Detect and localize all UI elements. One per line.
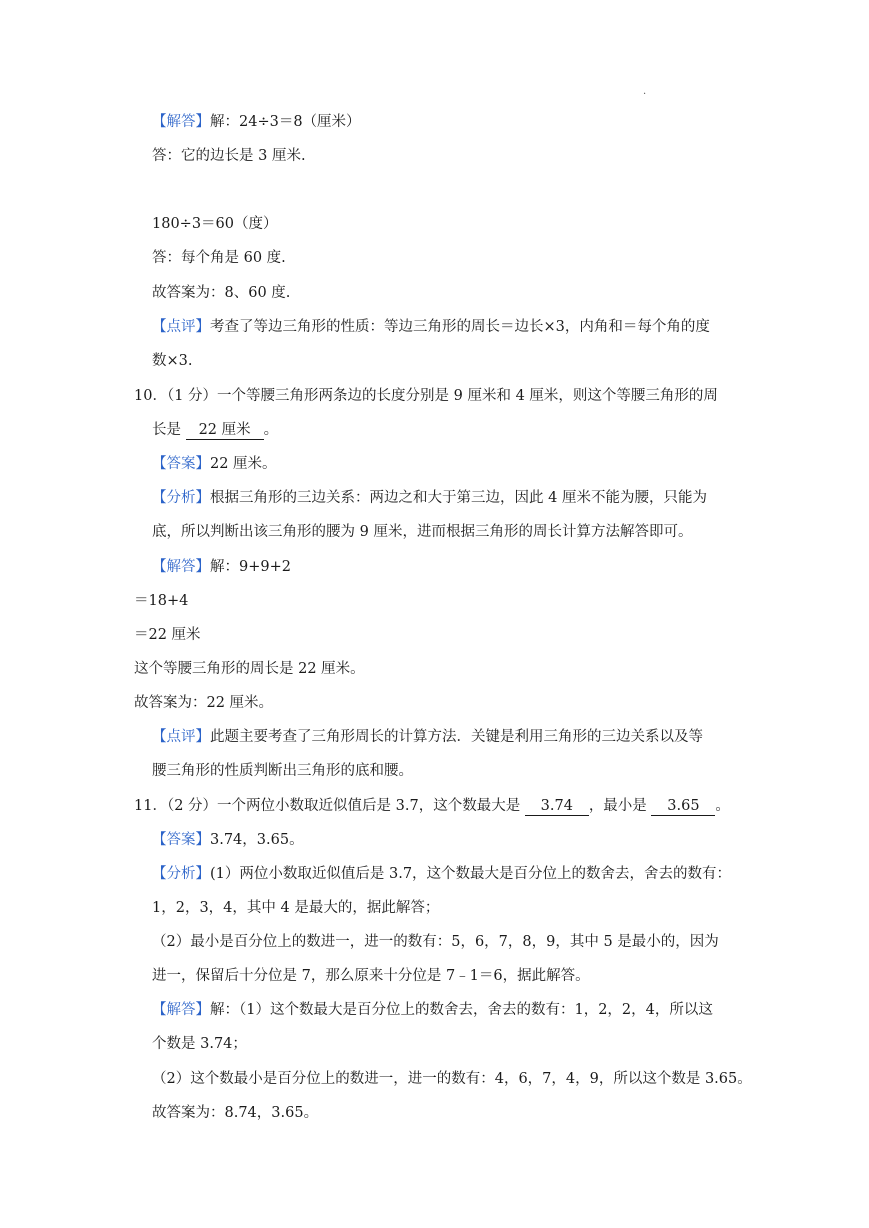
answer-angle: 答：每个角是 60 度.	[152, 250, 286, 266]
q10-solution-text: 解：9+9+2	[210, 559, 291, 575]
review-line-2: 数×3.	[152, 353, 193, 369]
q10-review-line-1	[152, 727, 703, 747]
q10-final-answer: 故答案为：22 厘米。	[134, 695, 274, 711]
q10-solution-line-1	[152, 557, 291, 577]
review-tag: 【点评】	[152, 729, 210, 745]
q11-prompt-post: 。	[715, 798, 730, 814]
q11-answer-line	[152, 830, 304, 850]
analysis-tag: 【分析】	[152, 866, 210, 882]
solution-tag: 【解答】	[152, 114, 210, 130]
answer-tag: 【答案】	[152, 456, 210, 472]
q10-answer-text: 22 厘米。	[210, 456, 277, 472]
answer-side-length: 答：它的边长是 3 厘米.	[152, 148, 306, 164]
q11-answer-blank-2: 3.65	[651, 798, 715, 816]
q11-prompt-mid: ，最小是	[588, 798, 652, 814]
q10-solution-line-2: ＝18+4	[134, 593, 189, 609]
review-text: 考查了等边三角形的性质：等边三角形的周长＝边长×3，内角和＝每个角的度	[210, 319, 710, 335]
q11-prompt	[134, 796, 730, 816]
solution-tag: 【解答】	[152, 1002, 210, 1018]
q10-solution-line-3: ＝22 厘米	[134, 627, 201, 643]
q11-analysis-text: (1）两位小数取近似值后是 3.7，这个数最大是百分位上的数舍去，舍去的数有：	[210, 866, 732, 882]
q10-solution-line-4: 这个等腰三角形的周长是 22 厘米。	[134, 661, 365, 677]
q10-prompt-line-2	[152, 420, 278, 440]
q10-answer-line	[152, 454, 277, 474]
calc-angle: 180÷3＝60（度）	[152, 216, 278, 232]
q11-solution-line-3: （2）这个数最小是百分位上的数进一，进一的数有：4，6，7，4，9，所以这个数是 3.65。	[152, 1071, 752, 1087]
q11-solution-line-1	[152, 1000, 713, 1020]
q10-analysis-line-1	[152, 488, 707, 508]
q11-analysis-line-2: 1，2，3，4，其中 4 是最大的，据此解答；	[152, 900, 440, 916]
header-dot: .	[643, 86, 647, 97]
answer-tag: 【答案】	[152, 832, 210, 848]
review-line	[152, 317, 710, 337]
q11-analysis-line-1	[152, 864, 731, 884]
q11-solution-text: 解：（1）这个数最大是百分位上的数舍去，舍去的数有：1，2，2，4，所以这	[210, 1002, 713, 1018]
q10-review-line-2: 腰三角形的性质判断出三角形的底和腰。	[152, 763, 413, 779]
final-answer: 故答案为：8、60 度.	[152, 285, 291, 301]
q11-answer-text: 3.74，3.65。	[210, 832, 304, 848]
q11-answer-blank-1: 3.74	[525, 798, 589, 816]
q10-prompt-pre: 长是	[152, 422, 186, 438]
q11-analysis-line-3: （2）最小是百分位上的数进一，进一的数有：5，6，7，8，9，其中 5 是最小的，因为	[152, 934, 719, 950]
q11-solution-line-2: 个数是 3.74；	[152, 1036, 247, 1052]
review-tag: 【点评】	[152, 319, 210, 335]
q11-final-answer: 故答案为：8.74，3.65。	[152, 1105, 319, 1121]
solution-text: 解：24÷3＝8（厘米）	[210, 114, 361, 130]
q10-analysis-line-2: 底，所以判断出该三角形的腰为 9 厘米，进而根据三角形的周长计算方法解答即可。	[152, 524, 693, 540]
q10-analysis-text: 根据三角形的三边关系：两边之和大于第三边，因此 4 厘米不能为腰，只能为	[210, 490, 707, 506]
q10-answer-blank: 22 厘米	[186, 422, 264, 440]
q10-prompt-line-1: 10．（1 分）一个等腰三角形两条边的长度分别是 9 厘米和 4 厘米，则这个等腰三角形的周	[134, 388, 718, 404]
solution-line	[152, 112, 361, 132]
q10-prompt-post: 。	[263, 422, 279, 438]
analysis-tag: 【分析】	[152, 490, 210, 506]
q11-analysis-line-4: 进一，保留后十分位是 7，那么原来十分位是 7﹣1＝6，据此解答。	[152, 968, 590, 984]
solution-tag: 【解答】	[152, 559, 210, 575]
q10-review-text: 此题主要考查了三角形周长的计算方法．关键是利用三角形的三边关系以及等	[210, 729, 703, 745]
q11-prompt-pre: 11．（2 分）一个两位小数取近似值后是 3.7，这个数最大是	[134, 798, 525, 814]
